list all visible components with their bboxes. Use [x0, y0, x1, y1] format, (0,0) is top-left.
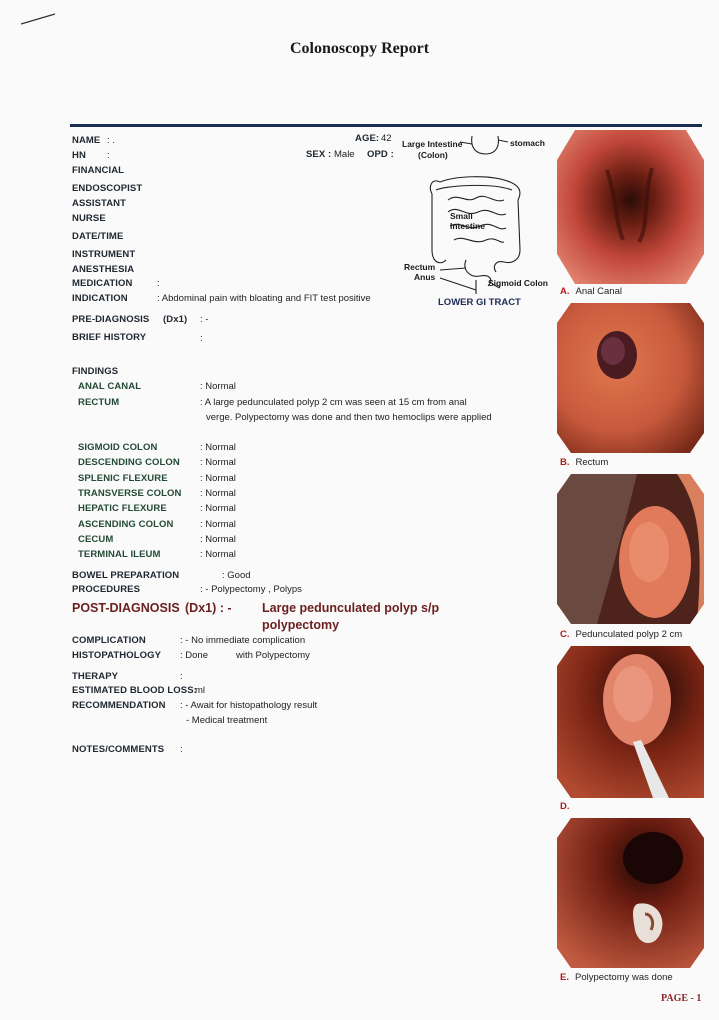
anal-canal-value: : Normal: [200, 381, 236, 392]
blood-loss-label: ESTIMATED BLOOD LOSS:: [72, 685, 197, 696]
histopathology-extra: with Polypectomy: [236, 650, 310, 661]
photo-caption-e: E. Polypectomy was done: [560, 972, 673, 983]
page-number: PAGE - 1: [661, 993, 702, 1004]
header-rule: [70, 124, 702, 127]
procedures-label: PROCEDURES: [72, 584, 141, 595]
nurse-label: NURSE: [72, 213, 106, 224]
diagram-label-rectum: Rectum: [404, 262, 436, 272]
rectum-line2: verge. Polypectomy was done and then two hemoclips were applied: [206, 412, 492, 423]
pre-diagnosis-label: PRE-DIAGNOSIS: [72, 314, 150, 325]
anesthesia-label: ANESTHESIA: [72, 264, 135, 275]
diagram-label-stomach: stomach: [510, 138, 545, 148]
rectum-label: RECTUM: [78, 397, 120, 408]
diagram-label-large-intestine: Large Intestine: [402, 139, 463, 149]
segment-value-cecum: : Normal: [200, 534, 236, 545]
endoscopy-photo-post-polypectomy: [557, 818, 704, 968]
segment-value-terminal-ileum: : Normal: [200, 549, 236, 560]
segment-label-splenic: SPLENIC FLEXURE: [78, 473, 168, 484]
opd-label: OPD :: [367, 149, 394, 160]
therapy-label: THERAPY: [72, 671, 119, 682]
post-diagnosis-code: (Dx1) : -: [185, 601, 232, 615]
histopathology-label: HISTOPATHOLOGY: [72, 650, 162, 661]
age-label: AGE:: [355, 133, 380, 144]
diagram-label-small-intestine: Small: [450, 211, 473, 221]
endoscopist-label: ENDOSCOPIST: [72, 183, 143, 194]
endoscopy-photo-snare: [557, 646, 704, 798]
rectum-line1: : A large pedunculated polyp 2 cm was seen at 15 cm from anal: [200, 397, 467, 408]
segment-value-sigmoid: : Normal: [200, 442, 236, 453]
brief-history-label: BRIEF HISTORY: [72, 332, 147, 343]
diagram-label-small-intestine-2: Intestine: [450, 221, 485, 231]
complication-label: COMPLICATION: [72, 635, 146, 646]
complication-value: : - No immediate complication: [180, 635, 306, 646]
instrument-label: INSTRUMENT: [72, 249, 136, 260]
sex-label: SEX :: [306, 149, 332, 160]
procedures-value: : - Polypectomy , Polyps: [200, 584, 302, 595]
endoscopy-photo-polyp: [557, 474, 704, 624]
brief-history-value: :: [200, 333, 203, 344]
report-title: Colonoscopy Report: [289, 40, 430, 57]
indication-label: INDICATION: [72, 293, 128, 304]
diagram-label-anus: Anus: [414, 272, 436, 282]
name-value: : .: [107, 135, 115, 146]
segment-label-transverse: TRANSVERSE COLON: [78, 488, 182, 499]
segment-label-descending: DESCENDING COLON: [78, 457, 180, 468]
recommendation-line2: - Medical treatment: [186, 715, 268, 726]
post-diagnosis-line1: Large pedunculated polyp s/p: [262, 601, 440, 615]
diagram-label-colon: (Colon): [418, 150, 448, 160]
bowel-prep-value: : Good: [222, 570, 251, 581]
recommendation-label: RECOMMENDATION: [72, 700, 166, 711]
photo-caption-b: B. Rectum: [560, 457, 609, 468]
age-value: 42: [381, 133, 392, 144]
segment-label-hepatic: HEPATIC FLEXURE: [78, 503, 167, 514]
recommendation-line1: : - Await for histopathology result: [180, 700, 318, 711]
datetime-label: DATE/TIME: [72, 231, 124, 242]
medication-label: MEDICATION: [72, 278, 133, 289]
endoscopy-photo-rectum: [557, 303, 704, 453]
segment-label-terminal-ileum: TERMINAL ILEUM: [78, 549, 161, 560]
segment-value-splenic: : Normal: [200, 473, 236, 484]
endoscopy-photo-anal-canal: [557, 130, 704, 284]
diagram-label-sigmoid: Sigmoid Colon: [488, 278, 548, 288]
name-label: NAME: [72, 135, 101, 146]
photo-caption-c: C. Pedunculated polyp 2 cm: [560, 629, 683, 640]
segment-value-descending: : Normal: [200, 457, 236, 468]
diagram-caption: LOWER GI TRACT: [438, 297, 521, 308]
pre-diagnosis-code: (Dx1): [163, 314, 188, 325]
lower-gi-tract-diagram: [400, 130, 555, 310]
medication-value: :: [157, 278, 160, 289]
hn-label: HN: [72, 150, 86, 161]
segment-value-hepatic: : Normal: [200, 503, 236, 514]
blood-loss-value: ml: [195, 685, 206, 696]
segment-value-ascending: : Normal: [200, 519, 236, 530]
segment-label-sigmoid: SIGMOID COLON: [78, 442, 158, 453]
anal-canal-label: ANAL CANAL: [78, 381, 142, 392]
notes-label: NOTES/COMMENTS: [72, 744, 165, 755]
assistant-label: ASSISTANT: [72, 198, 127, 209]
histopathology-value: : Done: [180, 650, 208, 661]
pen-mark-decoration: [20, 12, 56, 26]
financial-label: FINANCIAL: [72, 165, 125, 176]
indication-value: : Abdominal pain with bloating and FIT test positive: [157, 293, 371, 304]
segment-label-cecum: CECUM: [78, 534, 114, 545]
notes-value: :: [180, 744, 183, 755]
photo-caption-a: A. Anal Canal: [560, 286, 622, 297]
photo-caption-d: D.: [560, 801, 570, 812]
therapy-value: :: [180, 671, 183, 682]
bowel-prep-label: BOWEL PREPARATION: [72, 570, 180, 581]
findings-label: FINDINGS: [72, 366, 119, 377]
post-diagnosis-label: POST-DIAGNOSIS: [72, 601, 180, 615]
post-diagnosis-line2: polypectomy: [262, 618, 340, 632]
segment-value-transverse: : Normal: [200, 488, 236, 499]
pre-diagnosis-value: : -: [200, 314, 209, 325]
segment-label-ascending: ASCENDING COLON: [78, 519, 174, 530]
sex-value: Male: [334, 149, 355, 160]
hn-value: :: [107, 150, 110, 161]
